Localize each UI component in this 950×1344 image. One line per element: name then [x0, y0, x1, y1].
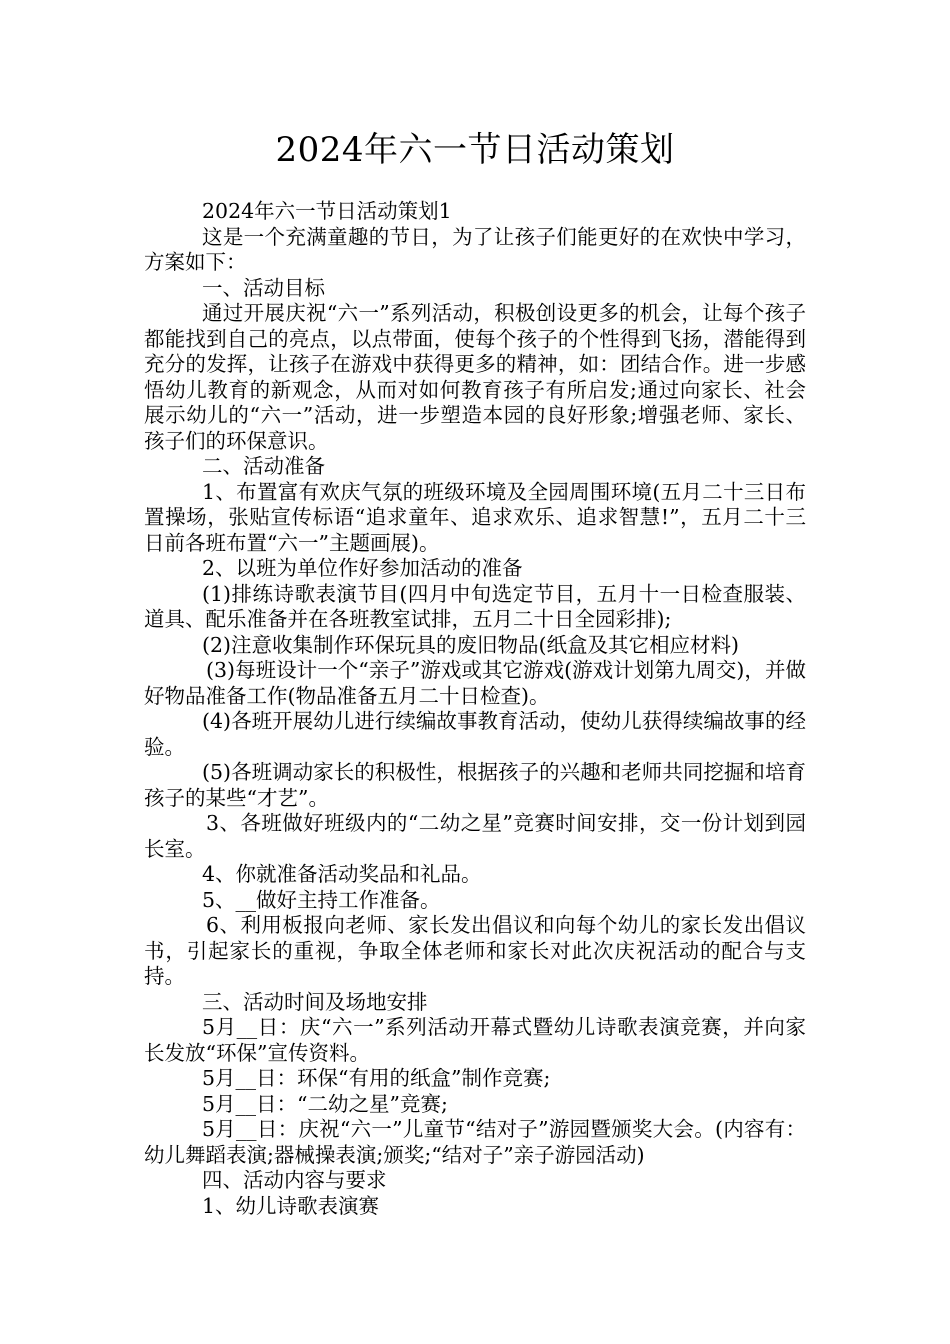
- paragraph: 4、你就准备活动奖品和礼品。: [202, 862, 482, 886]
- section-heading: 三、活动时间及场地安排: [202, 989, 428, 1014]
- section-heading: 一、活动目标: [202, 275, 325, 300]
- paragraph: 5月__日：环保“有用的纸盒”制作竞赛;: [202, 1066, 551, 1090]
- paragraph: (1)排练诗歌表演节目(四月中旬选定节目，五月十一日检查服装、道具、配乐准备并在各班教室试排，五月二十日全园彩排);: [144, 581, 806, 631]
- paragraph: 2024年六一节日活动策划1: [202, 199, 452, 223]
- section-heading: 四、活动内容与要求: [202, 1168, 387, 1192]
- document-body: [144, 199, 806, 1219]
- paragraph: (5)各班调动家长的积极性，根据孩子的兴趣和老师共同挖掘和培育孩子的某些“才艺”。: [144, 760, 806, 810]
- paragraph: 2、以班为单位作好参加活动的准备: [202, 556, 523, 580]
- paragraph: 5月__日：“二幼之星”竞赛;: [202, 1091, 448, 1116]
- paragraph: 5月__日：庆“六一”系列活动开幕式暨幼儿诗歌表演竞赛，并向家长发放“环保”宣传资料。: [144, 1015, 806, 1065]
- paragraph: (2)注意收集制作环保玩具的废旧物品(纸盒及其它相应材料): [202, 632, 740, 657]
- document-title: 2024年六一节日活动策划: [275, 130, 675, 170]
- section-heading: 二、活动准备: [202, 454, 325, 478]
- paragraph: (4)各班开展幼儿进行续编故事教育活动，使幼儿获得续编故事的经验。: [144, 709, 806, 759]
- paragraph: 通过开展庆祝“六一”系列活动，积极创设更多的机会，让每个孩子都能找到自己的亮点，以点带面，使每个孩子的个性得到飞扬，潜能得到充分的发挥，让孩子在游戏中获得更多的精神，如：团结合作。进一步感悟幼儿教育的新观念，从而对如何教育孩子有所启发;通过向家长、社会展示幼儿的“六一”活动，进一步塑造本园的良好形象;增强老师、家长、孩子们的环保意识。: [144, 301, 806, 453]
- paragraph: 5月__日：庆祝“六一”儿童节“结对子”游园暨颁奖大会。(内容有：幼儿舞蹈表演;器械操表演;颁奖;“结对子”亲子游园活动): [144, 1117, 806, 1167]
- paragraph: 6、利用板报向老师、家长发出倡议和向每个幼儿的家长发出倡议书，引起家长的重视，争取全体老师和家长对此次庆祝活动的配合与支持。: [144, 913, 806, 988]
- paragraph: (3)每班设计一个“亲子”游戏或其它游戏(游戏计划第九周交)，并做好物品准备工作(物品准备五月二十日检查)。: [144, 658, 806, 708]
- paragraph: 3、各班做好班级内的“二幼之星”竞赛时间安排，交一份计划到园长室。: [144, 811, 806, 861]
- paragraph: 这是一个充满童趣的节日，为了让孩子们能更好的在欢快中学习，方案如下：: [144, 224, 806, 274]
- paragraph: 1、布置富有欢庆气氛的班级环境及全园周围环境(五月二十三日布置操场，张贴宣传标语“追求童年、追求欢乐、追求智慧!”，五月二十三日前各班布置“六一”主题画展)。: [144, 479, 806, 555]
- paragraph: 1、幼儿诗歌表演赛: [202, 1193, 380, 1218]
- paragraph: 5、__做好主持工作准备。: [202, 887, 441, 912]
